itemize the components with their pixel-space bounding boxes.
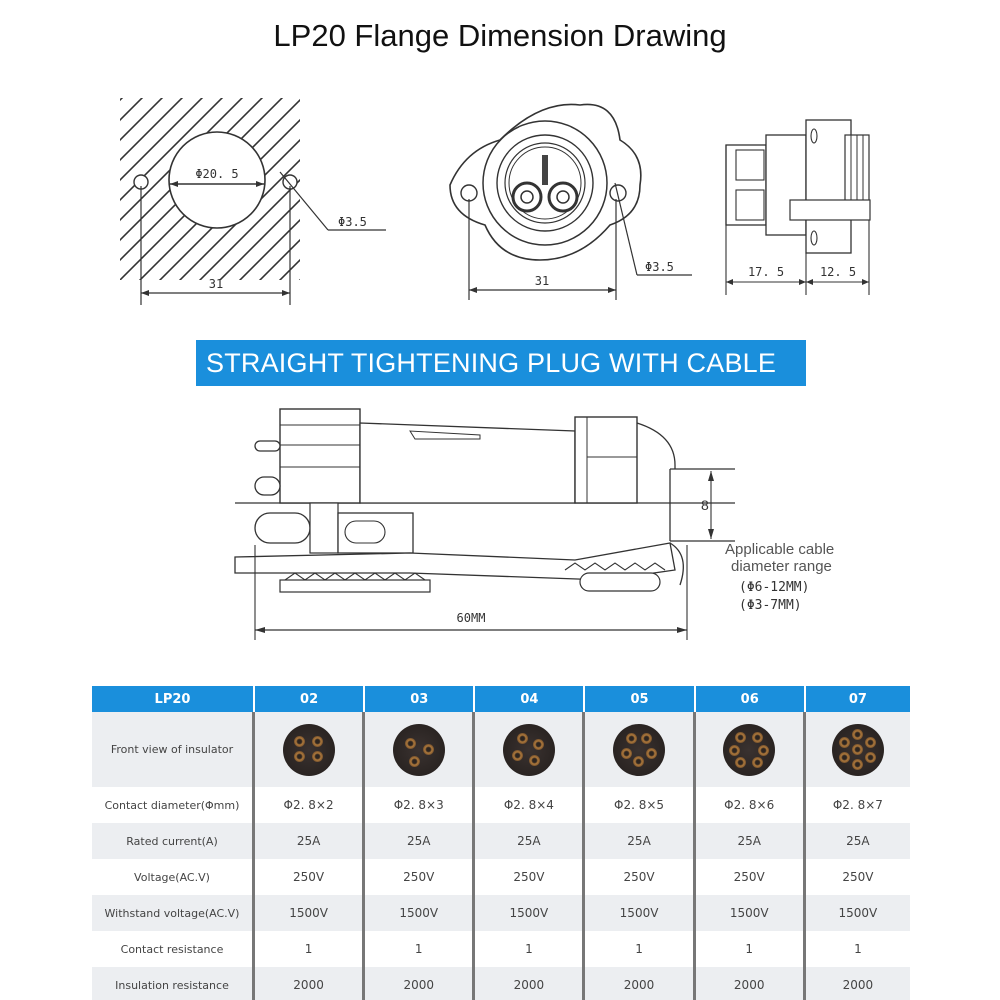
table-cell: 25A: [806, 823, 910, 859]
flange-front-drawing: [430, 95, 700, 305]
panel-cutout-drawing: [110, 90, 410, 310]
spec-table: [92, 686, 910, 1000]
table-cell: 1500V: [475, 895, 585, 931]
row-label: Rated current(A): [92, 823, 255, 859]
table-cell: Φ2. 8×5: [585, 787, 695, 823]
row-label: Voltage(AC.V): [92, 859, 255, 895]
header-col-02: 02: [255, 686, 365, 712]
table-cell: 2000: [255, 967, 365, 1000]
insulator-cell: [475, 712, 585, 787]
cable-note-line2: diameter range: [731, 558, 832, 575]
table-row: [92, 823, 910, 859]
table-cell: 2000: [585, 967, 695, 1000]
table-cell: Φ2. 8×3: [365, 787, 475, 823]
table-row: [92, 931, 910, 967]
table-cell: 1: [475, 931, 585, 967]
insulator-cell: [585, 712, 695, 787]
table-row: [92, 712, 910, 787]
insulator-06-image: [723, 724, 775, 776]
page-title: LP20 Flange Dimension Drawing: [273, 18, 727, 53]
insulator-cell: [365, 712, 475, 787]
insulator-05-image: [613, 724, 665, 776]
insulator-cell: [806, 712, 910, 787]
row-label: Insulation resistance: [92, 967, 255, 1000]
plug-drawing: [225, 395, 875, 650]
cable-range-2: (Φ3-7MM): [739, 598, 802, 613]
table-cell: 1: [585, 931, 695, 967]
header-col-04: 04: [475, 686, 585, 712]
row-label: Front view of insulator: [92, 712, 255, 787]
cutout-mount-hole-label: Φ3.5: [338, 215, 367, 229]
row-label: Contact resistance: [92, 931, 255, 967]
table-cell: 1500V: [806, 895, 910, 931]
table-cell: 250V: [696, 859, 806, 895]
table-cell: Φ2. 8×7: [806, 787, 910, 823]
insulator-cell: [255, 712, 365, 787]
total-length-label: 60MM: [456, 611, 486, 625]
header-model: LP20: [92, 686, 255, 712]
table-row: [92, 859, 910, 895]
cable-height-label: 8: [701, 497, 709, 513]
table-cell: Φ2. 8×4: [475, 787, 585, 823]
flange-side-drawing: [720, 110, 880, 300]
table-cell: 1500V: [255, 895, 365, 931]
table-cell: 1500V: [696, 895, 806, 931]
insulator-cell: [696, 712, 806, 787]
table-cell: 1: [696, 931, 806, 967]
insulator-04-image: [503, 724, 555, 776]
table-cell: 25A: [475, 823, 585, 859]
insulator-07-image: [832, 724, 884, 776]
cable-note-line1: Applicable cable: [725, 541, 835, 558]
flange-spacing-label: 31: [534, 274, 550, 288]
table-cell: 1: [365, 931, 475, 967]
table-cell: 25A: [696, 823, 806, 859]
cable-range-1: (Φ6-12MM): [739, 580, 810, 595]
row-label: Contact diameter(Φmm): [92, 787, 255, 823]
row-label: Withstand voltage(AC.V): [92, 895, 255, 931]
table-header-row: [92, 686, 910, 712]
header-col-05: 05: [585, 686, 695, 712]
table-cell: 250V: [475, 859, 585, 895]
table-cell: 250V: [255, 859, 365, 895]
table-cell: 1500V: [585, 895, 695, 931]
flange-mount-hole-label: Φ3.5: [645, 260, 674, 274]
side-rear-length-label: 17. 5: [747, 265, 785, 279]
section-banner: STRAIGHT TIGHTENING PLUG WITH CABLE: [196, 340, 806, 386]
table-cell: 2000: [365, 967, 475, 1000]
table-cell: 2000: [806, 967, 910, 1000]
cutout-spacing-label: 31: [208, 277, 224, 291]
table-cell: 250V: [365, 859, 475, 895]
table-cell: 2000: [475, 967, 585, 1000]
table-cell: Φ2. 8×2: [255, 787, 365, 823]
table-cell: 25A: [255, 823, 365, 859]
table-cell: 1: [255, 931, 365, 967]
cutout-diameter-label: Φ20. 5: [195, 167, 239, 181]
header-col-06: 06: [696, 686, 806, 712]
table-row: [92, 895, 910, 931]
table-cell: 25A: [585, 823, 695, 859]
table-cell: 25A: [365, 823, 475, 859]
table-cell: 1: [806, 931, 910, 967]
table-row: [92, 787, 910, 823]
table-row: [92, 967, 910, 1000]
table-cell: 250V: [806, 859, 910, 895]
insulator-03-image: [393, 724, 445, 776]
header-col-03: 03: [365, 686, 475, 712]
table-cell: 2000: [696, 967, 806, 1000]
table-cell: 1500V: [365, 895, 475, 931]
table-cell: Φ2. 8×6: [696, 787, 806, 823]
side-front-length-label: 12. 5: [819, 265, 857, 279]
insulator-02-image: [283, 724, 335, 776]
header-col-07: 07: [806, 686, 910, 712]
table-cell: 250V: [585, 859, 695, 895]
